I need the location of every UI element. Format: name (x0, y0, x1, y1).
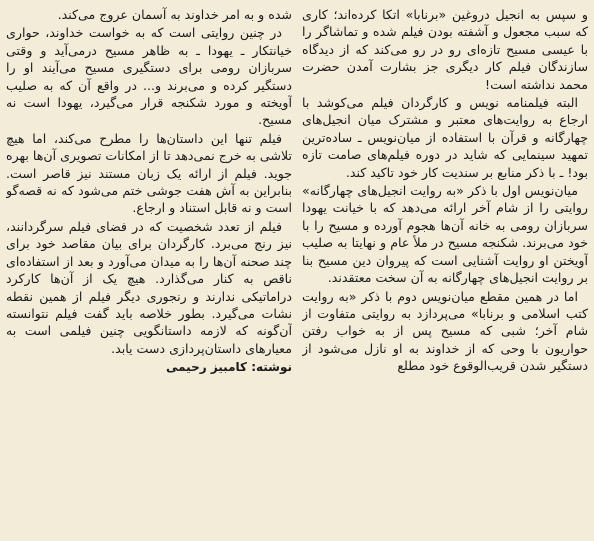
article-column-left (6, 6, 292, 537)
byline-author: کامبیز رحیمی (166, 360, 247, 375)
paragraph: در چنین روایتی است که به خواست خداوند، حواری خیانتکار ـ یهودا ـ به ظاهر مسیح درمی‌آید و وقتی سربازان رومی برای دستگیری مسیح می‌آیند او را دستگیر کرده و می‌برند و... در واقع آن که به صلیب آویخته و مورد شکنجه قرار می‌گیرد، یهودا است نه مسیح. (6, 25, 292, 128)
paragraph: و سپس به انجیل دروغین «برنابا» اتکا کرده‌اند؛ کاری که سبب مجعول و آشفته بودن فیلم شده و تماشاگر را با عیسی مسیح تازه‌ای رو در رو می‌کند که از دیدگاه سازندگان فیلم کار دیگری جز بشارت آمدن حضرت محمد نداشته است! (302, 7, 588, 92)
paragraph: اما در همین مقطع میان‌نویس دوم با ذکر «به روایت کتب اسلامی و برنابا» می‌پردازد به روایتی متفاوت از شام آخر؛ شبی که مسیح پس از به خواب رفتن حواریون با وحی که از خداوند به او نازل می‌شود از دستگیر شدن قریب‌الوقوع خود مطلع (302, 288, 588, 374)
paragraph: البته فیلمنامه نویس و کارگردان فیلم می‌کوشد با ارجاع به روایت‌های معتبر و مشترک میان انجیل‌های چهارگانه و قرآن با استفاده از میان‌نویس ـ ساده‌ترین تمهید سینمایی که شاید در دوره فیلم‌های صامت تازه بود! ـ با ذکر منابع بر سندیت کار خود تاکید کند. (302, 95, 588, 180)
article-column-right (302, 6, 588, 537)
byline-label: نوشته: (251, 360, 292, 375)
paragraph: میان‌نویس اول با ذکر «به روایت انجیل‌های چهارگانه» روایتی را از شام آخر ارائه می‌دهد که با خیانت یهودا سربازان رومی به خانه آن‌ها هجوم آورده و مسیح را با خود می‌برند. شکنجه مسیح در ملأ عام و نهایتا به صلیب آویختن او روایت آشنایی است که پیروان دین مسیح بنا بر روایت انجیل‌های چهارگانه به آن سخت معتقدند. (302, 183, 588, 286)
paragraph: فیلم از تعدد شخصیت که در فضای فیلم سرگردانند، نیز رنج می‌برد. کارگردان برای بیان مقاصد خود برای چند صحنه آن‌ها را به میدان می‌آورد و بعد از استفاده‌ای ناقص به کنار می‌گذارد. هیچ یک از آن‌ها کارکرد دراماتیکی ندارند و رنجوری دیگر فیلم از همین نقطه نشات می‌گیرد. بطور خلاصه باید گفت فیلم نتوانسته آن‌گونه که لازمه داستانگویی چنین فیلمی است به معیارهای داستان‌پردازی دست یابد. (6, 218, 292, 356)
byline (6, 359, 292, 376)
paragraph: فیلم تنها این داستان‌ها را مطرح می‌کند، اما هیچ تلاشی به خرج نمی‌دهد تا از امکانات تصویری آن‌ها بهره جوید. فیلم از ارائه یک زبان مستند نیز قاصر است. بنابراین به آش هفت جوشی ختم می‌شود که نه قصه‌گو است و نه قابل استناد و ارجاع. (6, 130, 292, 216)
paragraph: شده و به امر خداوند به آسمان عروج می‌کند. (57, 7, 292, 22)
